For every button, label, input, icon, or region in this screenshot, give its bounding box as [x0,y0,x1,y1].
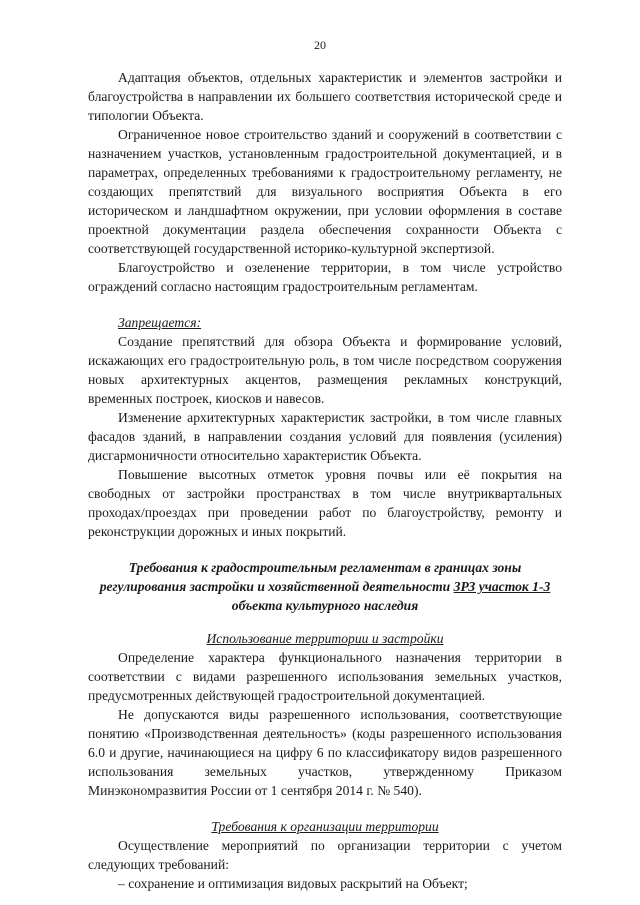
subheading-organization: Требования к организации территории [211,819,439,834]
page-number: 20 [314,38,326,52]
document-body [88,68,562,893]
forbidden-label: Запрещается: [118,315,202,330]
paragraph: Определение характера функционального назначения территории в соответствии с видами разрешенного использования земельных участков, предусмотренных действующей градостроительной документацией. [88,650,562,703]
paragraph: Не допускаются виды разрешенного использования, соответствующие понятию «Производственная деятельность» (коды разрешенного использования 6.0 и другие, начинающиеся на цифру 6 по классификатору видов разрешенного использования земельных участков, утвержденному Приказом Минэкономразвития России от 1 сентября 2014 г. № 540). [88,707,562,798]
heading-text: Требования к градостроительным регламентам в границах зоны регулирования застройки и хозяйственной деятельности [99,560,522,594]
paragraph: – сохранение и оптимизация видовых раскрытий на Объект; [118,876,468,891]
section-heading [88,558,562,615]
paragraph: Осуществление мероприятий по организации территории с учетом следующих требований: [88,838,562,872]
paragraph: Ограниченное новое строительство зданий и сооружений в соответствии с назначением участков, установленным градостроительной документацией, и в параметрах, определенных требованиями к градостроительному регламенту, не создающих препятствий для визуального восприятия Объекта в его историческом и ландшафтном окружении, при условии оформления в составе проектной документации раздела обеспечения сохранности Объекта с соответствующей государственной историко-культурной экспертизой. [88,127,562,256]
subheading-land-use: Использование территории и застройки [206,631,444,646]
paragraph: Создание препятствий для обзора Объекта и формирование условий, искажающих его градостроительную роль, в том числе посредством сооружения новых архитектурных акцентов, размещения рекламных конструкций, временных построек, киосков и навесов. [88,334,562,406]
paragraph: Адаптация объектов, отдельных характеристик и элементов застройки и благоустройства в направлении их большего соответствия исторической среде и типологии Объекта. [88,70,562,123]
heading-text-tail: объекта культурного наследия [231,598,419,613]
paragraph: Благоустройство и озеленение территории, в том числе устройство ограждений согласно настоящим градостроительным регламентам. [88,260,562,294]
paragraph: Повышение высотных отметок уровня почвы или её покрытия на свободных от застройки пространствах в том числе внутриквартальных проходах/проездах при проведении работ по благоустройству, ремонту и реконструкции дорожных и иных покрытий. [88,467,562,539]
paragraph: Изменение архитектурных характеристик застройки, в том числе главных фасадов зданий, в направлении создания условий для появления (усиления) дисгармоничности относительно характеристик Объекта. [88,410,562,463]
heading-zone-code: ЗРЗ участок 1-3 [453,579,551,594]
